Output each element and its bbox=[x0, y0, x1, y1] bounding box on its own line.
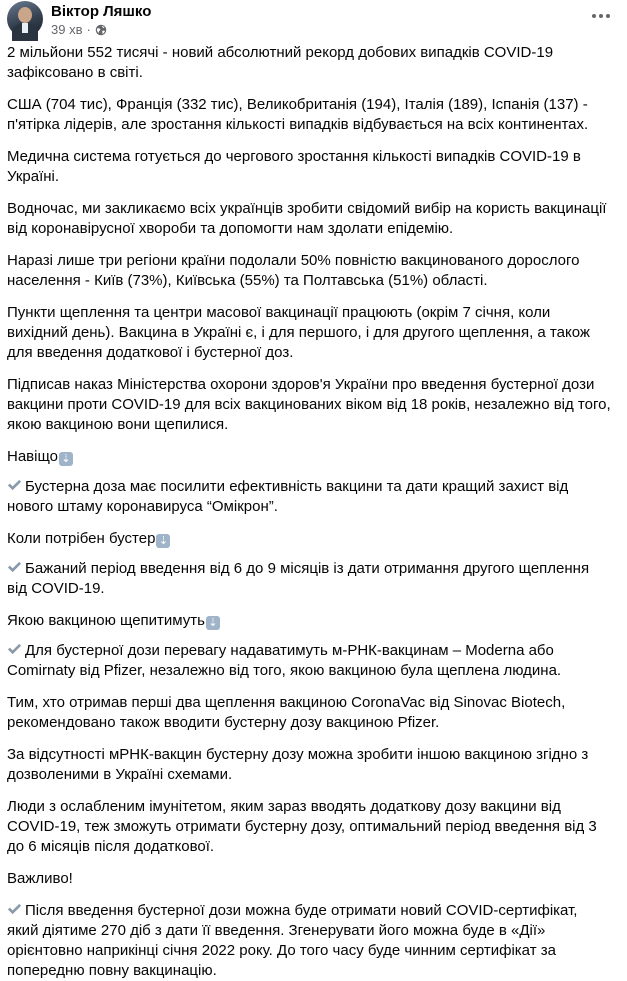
post-header bbox=[7, 0, 615, 40]
paragraph: Медична система готується до чергового зростання кількості випадків COVID-19 в Україні. bbox=[7, 148, 581, 185]
more-options-button[interactable] bbox=[589, 6, 613, 26]
paragraph: Підписав наказ Міністерства охорони здоров'я України про введення бустерної дози вакцини проти COVID-19 для всіх вакцинованих віком від 18 років, незалежно від того, якою вакциною вони щепилися. bbox=[7, 376, 611, 433]
avatar[interactable] bbox=[7, 1, 43, 37]
down-arrow-icon: ⇣ bbox=[156, 534, 170, 548]
check-mark-icon bbox=[7, 478, 22, 492]
heading-text: Навіщо bbox=[7, 448, 58, 465]
paragraph: 2 мільйони 552 тисячі - новий абсолютний рекорд добових випадків COVID-19 зафіксовано в світі. bbox=[7, 44, 554, 81]
heading-text: Коли потрібен бустер bbox=[7, 530, 156, 547]
paragraph-check bbox=[7, 901, 615, 981]
paragraph: Тим, хто отримав перші два щеплення вакциною CoronaVac від Sinovac Biotech, рекомендовано також вводити бустерну дозу вакциною Pfizer. bbox=[7, 694, 566, 731]
paragraph: Водночас, ми закликаємо всіх українців зробити свідомий вибір на користь вакцинації від коронавірусної хвороби та допомогти нам здолати епідемію. bbox=[7, 200, 607, 237]
paragraph-check bbox=[7, 641, 615, 681]
paragraph-check bbox=[7, 559, 615, 599]
paragraph-heading bbox=[7, 447, 615, 467]
paragraph-heading bbox=[7, 529, 615, 549]
check-mark-icon bbox=[7, 642, 22, 656]
paragraph-text: Бустерна доза має посилити ефективність вакцини та дати кращий захист від нового штаму коронавируса “Омікрон”. bbox=[7, 478, 569, 515]
globe-icon[interactable] bbox=[95, 24, 107, 36]
check-mark-icon bbox=[7, 560, 22, 574]
paragraph: Люди з ослабленим імунітетом, яким зараз вводять додаткову дозу вакцини від COVID-19, теж зможуть отримати бустерну дозу, оптимальний період введення від 3 до 6 місяців після додаткової. bbox=[7, 798, 597, 855]
paragraph-heading bbox=[7, 611, 615, 631]
heading-text: Якою вакциною щепитимуть bbox=[7, 612, 205, 629]
check-mark-icon bbox=[7, 902, 22, 916]
down-arrow-icon: ⇣ bbox=[206, 616, 220, 630]
down-arrow-icon: ⇣ bbox=[59, 452, 73, 466]
paragraph: За відсутності мРНК-вакцин бустерну дозу можна зробити іншою вакциною згідно з дозволеними в Україні схемами. bbox=[7, 746, 589, 783]
paragraph-text: Для бустерної дози перевагу надаватимуть м-РНК-вакцинам – Moderna або Comirnaty від Pfizer, незалежно від того, якою вакциною була щеплена людина. bbox=[7, 642, 562, 679]
paragraph-text: Бажаний період введення від 6 до 9 місяців із дати отримання другого щеплення від COVID-19. bbox=[7, 560, 590, 597]
paragraph-text: Після введення бустерної дози можна буде отримати новий COVID-сертифікат, який діятиме 270 діб з дати її введення. Згенерувати його можна буде в «Дії» орієнтовно наприкінці січня 2022 року. До того часу буде чинним сертифікат за попередню повну вакцинацію. bbox=[7, 902, 578, 979]
time-row bbox=[51, 21, 151, 38]
separator-dot: · bbox=[86, 22, 91, 37]
post-time[interactable]: 39 хв bbox=[51, 22, 83, 37]
post-content bbox=[7, 40, 615, 981]
paragraph: Важливо! bbox=[7, 870, 73, 887]
paragraph: Наразі лише три регіони країни подолали 50% повністю вакцинованого дорослого населення - Київ (73%), Київська (55%) та Полтавська (51%) області. bbox=[7, 252, 580, 289]
post-meta bbox=[51, 1, 151, 38]
author-name[interactable]: Віктор Ляшко bbox=[51, 3, 152, 20]
paragraph-check bbox=[7, 477, 615, 517]
paragraph: Пункти щеплення та центри масової вакцинації працюють (окрім 7 січня, коли вихідний день). Вакцина в Україні є, і для першого, і для другого щеплення, а також для введення додаткової і бустерної доз. bbox=[7, 304, 590, 361]
paragraph: США (704 тис), Франція (332 тис), Великобританія (194), Італія (189), Іспанія (137) - п'ятірка лідерів, але зростання кількості випадків відбувається на всіх континентах. bbox=[7, 96, 589, 133]
